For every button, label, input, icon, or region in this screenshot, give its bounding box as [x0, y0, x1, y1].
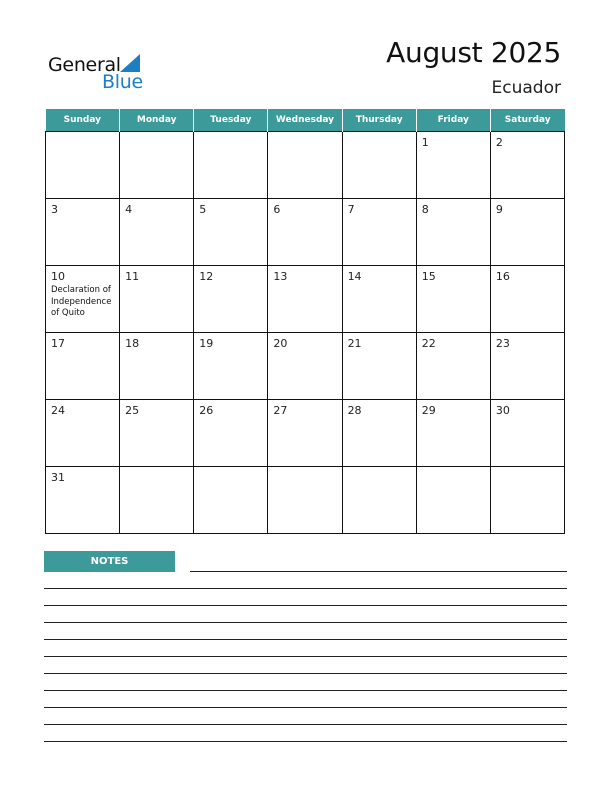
day-number: 2: [495, 136, 503, 149]
day-number: 25: [125, 404, 140, 417]
day-cell: [416, 199, 490, 266]
week-row: [46, 266, 565, 333]
calendar-grid: [45, 109, 565, 534]
day-number: 19: [199, 337, 214, 350]
day-cell: [490, 333, 564, 400]
note-line: [44, 656, 567, 657]
day-cell: [268, 266, 342, 333]
day-cell: [194, 467, 268, 534]
day-cell: [46, 400, 120, 467]
day-number: 23: [495, 337, 510, 350]
week-row: [46, 400, 565, 467]
day-cell: [416, 333, 490, 400]
day-cell: [268, 199, 342, 266]
day-number: 27: [273, 404, 288, 417]
day-number: 30: [495, 404, 510, 417]
day-number: 28: [347, 404, 362, 417]
day-number: 6: [273, 203, 281, 216]
day-cell: [46, 467, 120, 534]
day-number: 5: [199, 203, 207, 216]
day-cell: [194, 199, 268, 266]
day-cell: [416, 132, 490, 199]
day-cell: [120, 266, 194, 333]
week-row: [46, 199, 565, 266]
day-cell: [490, 132, 564, 199]
notes-label: NOTES: [44, 551, 175, 572]
note-line: [44, 673, 567, 674]
day-number: 8: [421, 203, 429, 216]
logo-triangle-icon: [120, 54, 140, 72]
day-cell: [416, 467, 490, 534]
day-cell: [194, 266, 268, 333]
day-cell: [46, 199, 120, 266]
day-number: 29: [421, 404, 436, 417]
day-number: 9: [495, 203, 503, 216]
day-cell: [416, 400, 490, 467]
day-number: 13: [273, 270, 288, 283]
day-cell: [342, 266, 416, 333]
note-line: [44, 707, 567, 708]
day-number: 12: [199, 270, 214, 283]
day-cell: [120, 400, 194, 467]
weekday-header: Monday: [120, 109, 194, 132]
day-cell: [46, 266, 120, 333]
day-cell: [194, 333, 268, 400]
logo-blue-text: Blue: [102, 71, 143, 93]
brand-logo: [48, 50, 158, 94]
week-row: [46, 467, 565, 534]
note-line: [44, 588, 567, 589]
weekday-header: Friday: [416, 109, 490, 132]
day-number: 1: [421, 136, 429, 149]
note-line: [44, 690, 567, 691]
day-number: 31: [51, 471, 65, 484]
day-number: 4: [125, 203, 133, 216]
day-cell: [268, 333, 342, 400]
day-cell: [46, 333, 120, 400]
day-number: 24: [51, 404, 65, 417]
day-number: 11: [125, 270, 140, 283]
day-cell: [46, 132, 120, 199]
day-cell: [342, 199, 416, 266]
day-cell: [120, 467, 194, 534]
note-line: [190, 571, 567, 572]
page-subtitle: Ecuador: [491, 78, 561, 98]
day-number: 17: [51, 337, 65, 350]
day-cell: [490, 467, 564, 534]
day-number: 20: [273, 337, 288, 350]
weekday-header: Sunday: [46, 109, 120, 132]
day-number: 15: [421, 270, 436, 283]
holiday-label: Declaration of Independence of Quito: [51, 285, 112, 318]
day-cell: [194, 400, 268, 467]
note-line: [44, 622, 567, 623]
day-cell: [120, 199, 194, 266]
day-number: 7: [347, 203, 355, 216]
day-number: 10: [51, 270, 65, 283]
day-number: 18: [125, 337, 140, 350]
page-title: August 2025: [386, 36, 561, 69]
note-line: [44, 639, 567, 640]
day-number: 26: [199, 404, 214, 417]
weekday-header-row: [46, 109, 565, 132]
day-cell: [490, 266, 564, 333]
day-cell: [342, 333, 416, 400]
week-row: [46, 132, 565, 199]
weekday-header: Saturday: [490, 109, 564, 132]
day-number: 14: [347, 270, 362, 283]
day-number: 16: [495, 270, 510, 283]
day-cell: [490, 400, 564, 467]
day-cell: [342, 132, 416, 199]
day-number: 22: [421, 337, 436, 350]
weekday-header: Thursday: [342, 109, 416, 132]
note-line: [44, 605, 567, 606]
day-cell: [342, 467, 416, 534]
day-cell: [194, 132, 268, 199]
day-cell: [490, 199, 564, 266]
weekday-header: Wednesday: [268, 109, 342, 132]
day-cell: [120, 132, 194, 199]
note-line: [44, 741, 567, 742]
day-number: 21: [347, 337, 362, 350]
logo-general-text: General: [48, 54, 121, 76]
note-line: [44, 724, 567, 725]
weekday-header: Tuesday: [194, 109, 268, 132]
day-cell: [120, 333, 194, 400]
week-row: [46, 333, 565, 400]
day-cell: [342, 400, 416, 467]
day-cell: [268, 132, 342, 199]
day-number: 3: [51, 203, 58, 216]
day-cell: [416, 266, 490, 333]
day-cell: [268, 467, 342, 534]
day-cell: [268, 400, 342, 467]
